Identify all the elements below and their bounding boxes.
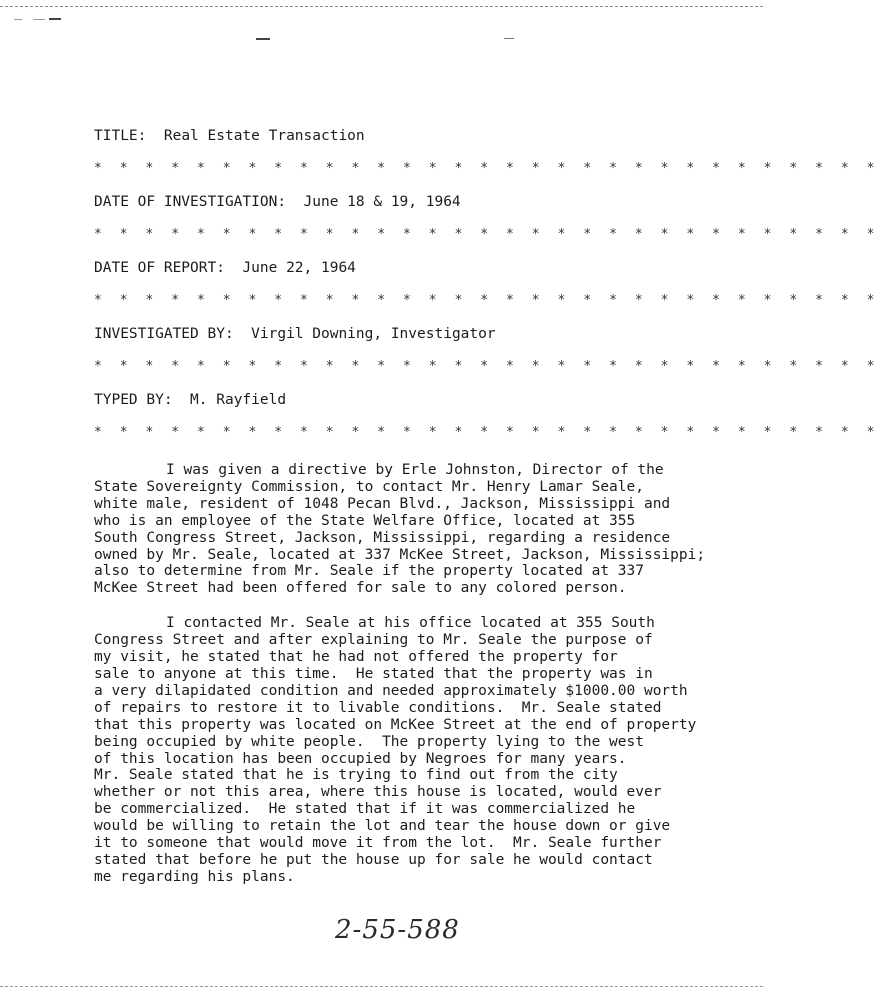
- paragraph-line: South Congress Street, Jackson, Mississippi, regarding a residence: [94, 529, 671, 546]
- paragraph-line: be commercialized. He stated that if it was commercialized he: [94, 801, 636, 818]
- title-value: Real Estate Transaction: [163, 128, 365, 144]
- report-body: [94, 462, 734, 904]
- scan-mark: [504, 38, 514, 39]
- investigated-by-field: [94, 325, 714, 343]
- paragraph-line: I was given a directive by Erle Johnston, Director of the: [166, 462, 664, 478]
- scan-edge-top: [0, 6, 763, 7]
- paragraph-line: would be willing to retain the lot and tear the house down or give: [94, 818, 671, 835]
- paragraph-line: my visit, he stated that he had not offered the property for: [94, 649, 618, 666]
- separator-row: * * * * * * * * * * * * * * * * * * * * * * * * * * * * * * *: [94, 161, 879, 176]
- paragraph-line: that this property was located on McKee Street at the end of property: [94, 716, 697, 733]
- paragraph-line: white male, resident of 1048 Pecan Blvd., Jackson, Mississippi and: [94, 495, 671, 512]
- date-of-investigation-label: DATE OF INVESTIGATION:: [94, 194, 287, 210]
- date-of-report-label: DATE OF REPORT:: [94, 260, 225, 276]
- typed-by-value: M. Rayfield: [190, 392, 287, 408]
- scan-mark: [49, 18, 61, 20]
- date-of-investigation-value: June 18 & 19, 1964: [303, 194, 461, 210]
- separator-row: * * * * * * * * * * * * * * * * * * * * * * * * * * * * * * *: [94, 227, 879, 242]
- typed-by-field: [94, 391, 714, 409]
- scan-edge-bottom: [0, 986, 763, 987]
- paragraph-line: Congress Street and after explaining to Mr. Seale the purpose of: [94, 632, 653, 649]
- paragraph-line: me regarding his plans.: [94, 868, 295, 885]
- paragraph-line: sale to anyone at this time. He stated that the property was in: [94, 665, 653, 682]
- paragraph-line: of this location has been occupied by Negroes for many years.: [94, 750, 627, 767]
- paragraph-line: also to determine from Mr. Seale if the property located at 337: [94, 563, 644, 580]
- separator-row: * * * * * * * * * * * * * * * * * * * * * * * * * * * * * * *: [94, 293, 879, 308]
- paragraph-line: it to someone that would move it from the lot. Mr. Seale further: [94, 835, 662, 852]
- paragraph-line: a very dilapidated condition and needed approximately $1000.00 worth: [94, 682, 688, 699]
- paragraph-line: I contacted Mr. Seale at his office located at 355 South: [166, 615, 655, 632]
- scan-mark: [256, 38, 270, 40]
- paragraph-line: owned by Mr. Seale, located at 337 McKee Street, Jackson, Mississippi;: [94, 546, 706, 563]
- scan-mark: [33, 19, 45, 20]
- paragraph-line: State Sovereignty Commission, to contact Mr. Henry Lamar Seale,: [94, 478, 644, 495]
- paragraph-line: McKee Street had been offered for sale to any colored person.: [94, 580, 627, 597]
- date-of-report-field: [94, 259, 714, 277]
- typed-by-label: TYPED BY:: [94, 392, 173, 408]
- paragraph-line: of repairs to restore it to livable conditions. Mr. Seale stated: [94, 699, 662, 716]
- date-of-investigation-field: [94, 193, 714, 211]
- paragraph-line: being occupied by white people. The property lying to the west: [94, 733, 644, 750]
- paragraph-line: Mr. Seale stated that he is trying to find out from the city: [94, 767, 618, 784]
- handwritten-file-number: 2-55-588: [335, 915, 460, 945]
- date-of-report-value: June 22, 1964: [242, 260, 356, 276]
- paragraph-contact: [94, 615, 734, 886]
- title-field: [94, 127, 714, 145]
- separator-row: * * * * * * * * * * * * * * * * * * * * * * * * * * * * * * *: [94, 359, 879, 374]
- investigated-by-label: INVESTIGATED BY:: [94, 326, 234, 342]
- report-header: [94, 127, 879, 441]
- investigated-by-value: Virgil Downing, Investigator: [251, 326, 496, 342]
- paragraph-line: who is an employee of the State Welfare Office, located at 355: [94, 512, 636, 529]
- scan-mark: [14, 19, 22, 20]
- paragraph-line: whether or not this area, where this house is located, would ever: [94, 784, 662, 801]
- paragraph-directive: [94, 462, 734, 597]
- separator-row: * * * * * * * * * * * * * * * * * * * * * * * * * * * * * * *: [94, 425, 879, 440]
- paragraph-line: stated that before he put the house up for sale he would contact: [94, 851, 653, 868]
- title-label: TITLE:: [94, 128, 147, 144]
